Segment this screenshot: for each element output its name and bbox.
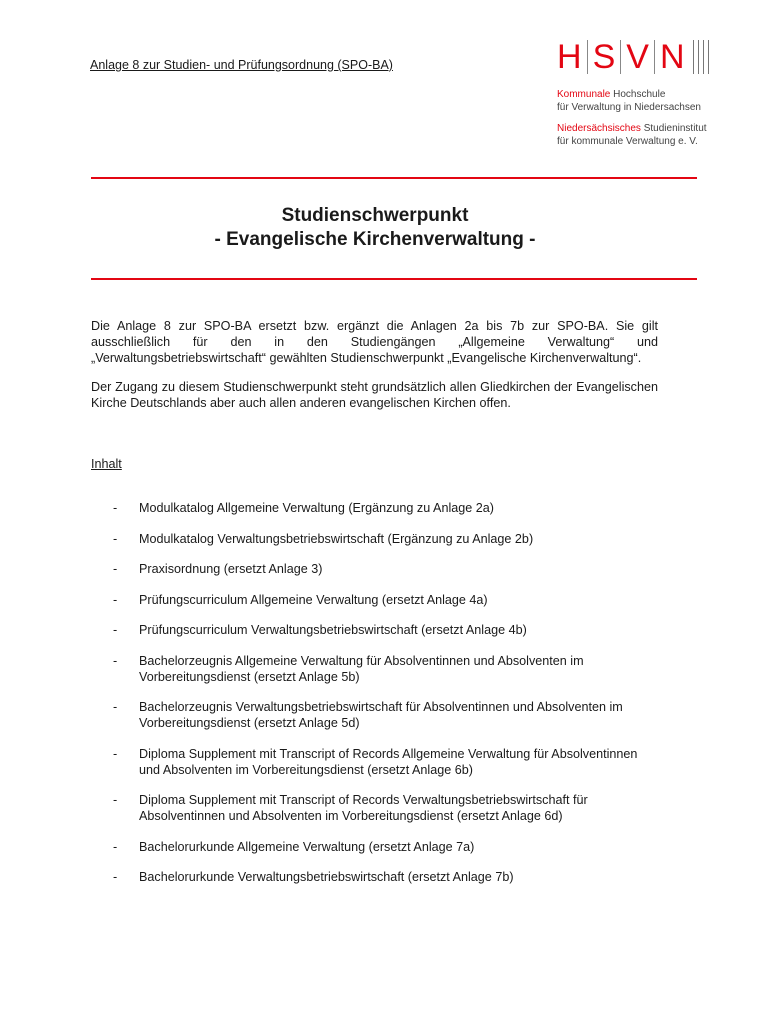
intro-paragraph-2: Der Zugang zu diesem Studienschwerpunkt steht grundsätzlich allen Gliedkirchen der Evangelischen Kirche Deutschlands aber auch allen anderen evangelischen Kirchen offen. bbox=[91, 380, 658, 410]
list-item: - Praxisordnung (ersetzt Anlage 3) bbox=[113, 562, 323, 576]
logo-line-2: für Verwaltung in Niedersachsen bbox=[557, 102, 701, 113]
logo-letter-n: N bbox=[659, 38, 685, 76]
logo-line-3: Niedersächsisches Studieninstitut bbox=[557, 123, 707, 134]
logo-line-4: für kommunale Verwaltung e. V. bbox=[557, 136, 698, 147]
intro-paragraph-1: Die Anlage 8 zur SPO-BA ersetzt bzw. ergänzt die Anlagen 2a bis 7b zur SPO-BA. Sie gilt ausschließlich für den in den Studiengängen „Allgemeine Verwaltung“ und „Verwaltungsbetriebswirtschaft“ gewählten Studienschwerpunkt „Evangelische Kirchenverwaltung“. bbox=[91, 319, 658, 365]
contents-heading: Inhalt bbox=[91, 457, 122, 471]
list-item: - Bachelorurkunde Verwaltungsbetriebswirtschaft (ersetzt Anlage 7b) bbox=[113, 870, 514, 884]
logo-line-1: Kommunale Hochschule bbox=[557, 89, 666, 100]
list-item: - Prüfungscurriculum Allgemeine Verwaltung (ersetzt Anlage 4a) bbox=[113, 592, 488, 607]
logo-letter-h: H bbox=[557, 38, 582, 76]
list-item: - Bachelorzeugnis Allgemeine Verwaltung für Absolventinnen und Absolventen im Vorbereitungsdienst (ersetzt Anlage 5b) bbox=[113, 653, 584, 684]
hsvn-logo bbox=[557, 38, 737, 148]
logo-letter-s: S bbox=[592, 38, 616, 76]
list-item: - Bachelorurkunde Allgemeine Verwaltung (ersetzt Anlage 7a) bbox=[113, 839, 475, 854]
list-item: - Modulkatalog Allgemeine Verwaltung (Ergänzung zu Anlage 2a) bbox=[113, 501, 494, 515]
contents-list bbox=[113, 500, 658, 900]
document-reference: Anlage 8 zur Studien- und Prüfungsordnung (SPO-BA) bbox=[90, 58, 393, 72]
title-line-2: - Evangelische Kirchenverwaltung - bbox=[214, 229, 536, 250]
list-item: - Diploma Supplement mit Transcript of Records Verwaltungsbetriebswirtschaft für Absolventinnen und Absolventen im Vorbereitungsdienst (ersetzt Anlage 6d) bbox=[113, 793, 588, 823]
list-item: - Diploma Supplement mit Transcript of Records Allgemeine Verwaltung für Absolventinnen und Absolventen im Vorbereitungsdienst (ersetzt Anlage 6b) bbox=[113, 746, 638, 777]
logo-bars-icon bbox=[693, 40, 709, 74]
logo-letter-v: V bbox=[626, 38, 649, 76]
logo-separator bbox=[620, 40, 621, 74]
logo-wordmark bbox=[557, 38, 737, 76]
top-divider bbox=[91, 177, 697, 179]
title-line-1: Studienschwerpunkt bbox=[281, 205, 469, 226]
logo-separator bbox=[587, 40, 588, 74]
bottom-divider bbox=[91, 278, 697, 280]
list-item: - Bachelorzeugnis Verwaltungsbetriebswirtschaft für Absolventinnen und Absolventen im Vorbereitungsdienst (ersetzt Anlage 5d) bbox=[113, 700, 623, 730]
logo-separator bbox=[654, 40, 655, 74]
list-item: - Modulkatalog Verwaltungsbetriebswirtschaft (Ergänzung zu Anlage 2b) bbox=[113, 531, 534, 546]
list-item: - Prüfungscurriculum Verwaltungsbetriebswirtschaft (ersetzt Anlage 4b) bbox=[113, 623, 527, 637]
